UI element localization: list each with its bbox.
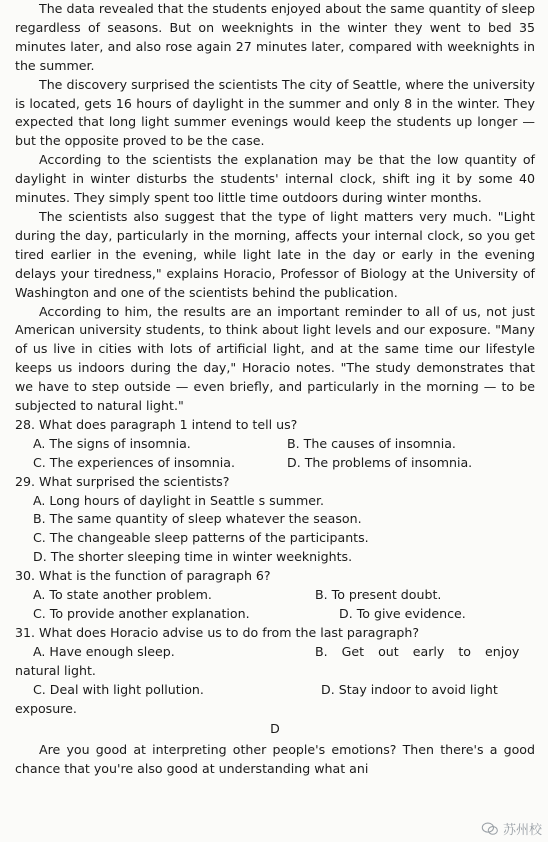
option-b-continued: natural light. bbox=[15, 662, 96, 678]
option-a: A. To state another problem. bbox=[33, 587, 212, 603]
option-b: B. To present doubt. bbox=[315, 587, 442, 603]
option-a: A. The signs of insomnia. bbox=[33, 435, 191, 451]
document-page bbox=[15, 0, 535, 779]
option-d: D. The shorter sleeping time in winter weeknights. bbox=[33, 549, 353, 565]
paragraph-4: The scientists also suggest that the type of light matters very much. "Light during the day, particularly in the morning, affects your internal clock, so you get tired earlier in the evening, while light late in the day or early in the evening delays your tiredness," explains Horacio, Professor of Biology at the University of Washington and one of the scientists behind the publication. bbox=[15, 208, 535, 300]
passage bbox=[15, 0, 535, 416]
option-c: C. Deal with light pollution. bbox=[33, 681, 204, 697]
question-31 bbox=[15, 624, 535, 719]
watermark-text: 苏州校 bbox=[502, 823, 542, 838]
question-stem: 29. What surprised the scientists? bbox=[15, 473, 230, 489]
question-30 bbox=[15, 567, 535, 624]
option-d: D. The problems of insomnia. bbox=[287, 454, 473, 470]
question-stem: 31. What does Horacio advise us to do from the last paragraph? bbox=[15, 624, 420, 640]
section-d-paragraph: Are you good at interpreting other people's emotions? Then there's a good chance that you're also good at understanding what ani bbox=[15, 742, 535, 777]
option-d: D. Stay indoor to avoid light bbox=[321, 681, 498, 697]
option-c: C. The experiences of insomnia. bbox=[33, 454, 235, 470]
option-a: A. Long hours of daylight in Seattle s summer. bbox=[33, 492, 324, 508]
section-d-passage bbox=[15, 741, 535, 779]
option-b: B. The causes of insomnia. bbox=[287, 435, 456, 451]
question-stem: 28. What does paragraph 1 intend to tell us? bbox=[15, 416, 298, 432]
option-d: D. To give evidence. bbox=[339, 606, 466, 621]
option-d-continued: exposure. bbox=[15, 700, 77, 716]
option-a: A. Have enough sleep. bbox=[33, 643, 175, 659]
paragraph-3: According to the scientists the explanation may be that the low quantity of daylight in winter disturbs the students' internal clock, shift ing it by some 40 minutes. They simply spent too little time outdoors during winter months. bbox=[15, 152, 535, 206]
question-28 bbox=[15, 416, 535, 473]
question-stem: 30. What is the function of paragraph 6? bbox=[15, 568, 271, 584]
watermark bbox=[481, 819, 542, 838]
paragraph-1: The data revealed that the students enjoyed about the same quantity of sleep regardless of seasons. But on weeknights in the winter they went to bed 35 minutes later, and also rose again 27 minutes later, compared with weeknights in the summer. bbox=[15, 1, 535, 73]
option-c: C. To provide another explanation. bbox=[33, 606, 250, 621]
wechat-icon bbox=[481, 822, 499, 836]
questions bbox=[15, 416, 535, 719]
option-b: B. Get out early to enjoy bbox=[315, 643, 520, 659]
option-b: B. The same quantity of sleep whatever the season. bbox=[33, 511, 362, 527]
paragraph-5: According to him, the results are an important reminder to all of us, not just American university students, to think about light levels and our exposure. "Many of us live in cities with lots of artificial light, and at the same time our lifestyle keeps us indoors during the day," Horacio notes. "The study demonstrates that we have to step outside — even briefly, and particularly in the morning — to be subjected to natural light." bbox=[15, 303, 535, 414]
option-c: C. The changeable sleep patterns of the participants. bbox=[33, 530, 369, 546]
question-29 bbox=[15, 473, 535, 568]
section-heading: D bbox=[270, 721, 280, 737]
paragraph-2: The discovery surprised the scientists The city of Seattle, where the university is located, gets 16 hours of daylight in the summer and only 8 in the winter. They expected that long light summer evenings would keep the students up longer — but the opposite proved to be the case. bbox=[15, 76, 535, 149]
